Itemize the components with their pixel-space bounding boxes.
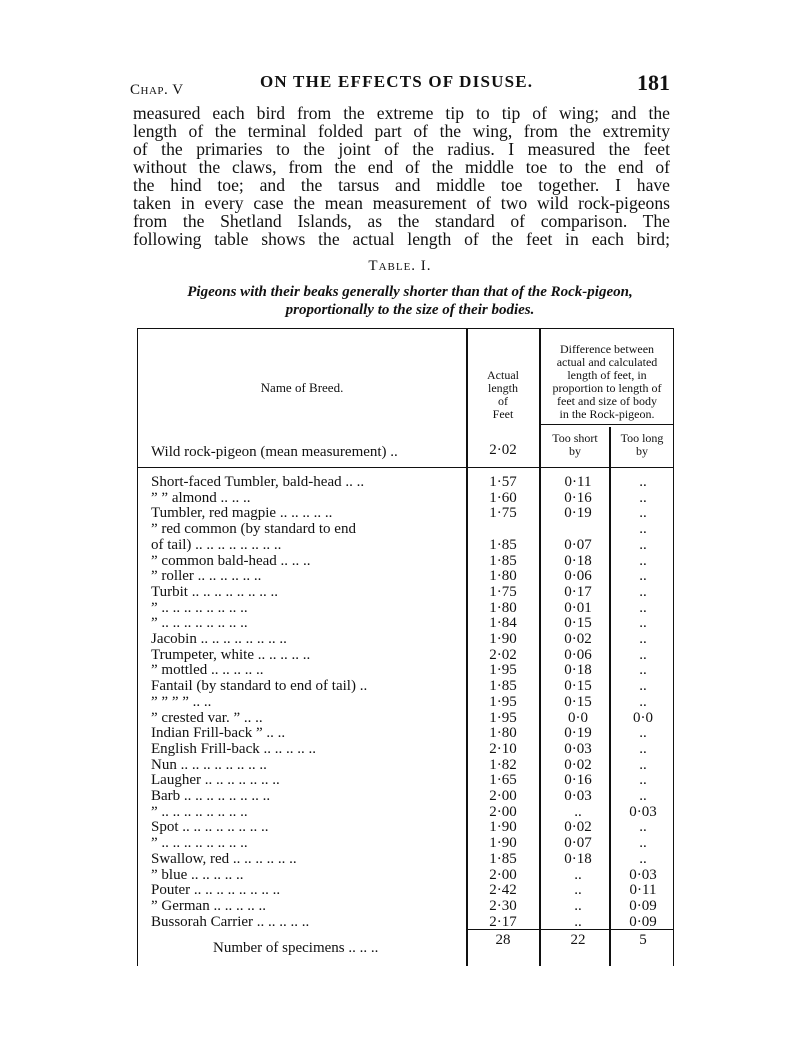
too-short-value: ..	[574, 882, 582, 899]
actual-length: 1·90	[489, 835, 517, 852]
too-short-value: 0·0	[568, 709, 588, 726]
too-long-value: ..	[639, 615, 647, 632]
caption-line: proportionally to the size of their bodies.	[285, 302, 535, 318]
too-long-value: ..	[639, 631, 647, 647]
breed-name: Laugher .. .. .. .. .. .. ..	[151, 772, 280, 789]
header-line: feet and size of body	[557, 394, 657, 408]
breed-name: Turbit .. .. .. .. .. .. .. ..	[151, 583, 278, 600]
too-short-value: 0·15	[564, 693, 592, 710]
too-long-value: ..	[639, 756, 647, 773]
breed-name: ” .. .. .. .. .. .. .. ..	[151, 835, 248, 852]
breed-table	[137, 328, 674, 966]
totals-too-long: 5	[639, 932, 647, 948]
breed-name: Jacobin .. .. .. .. .. .. .. ..	[151, 631, 287, 647]
breed-name: Fantail (by standard to end of tail) ..	[151, 678, 368, 695]
too-short-value: 0·17	[564, 583, 592, 600]
too-long-value: ..	[639, 489, 647, 506]
actual-length: 1·90	[489, 631, 517, 647]
breed-name: ” .. .. .. .. .. .. .. ..	[151, 599, 248, 616]
breed-name: Trumpeter, white .. .. .. .. ..	[151, 646, 311, 663]
totals-label: Number of specimens .. .. ..	[213, 940, 379, 956]
reference-row-name: Wild rock-pigeon (mean measurement) ..	[151, 444, 398, 460]
too-long-value: ..	[639, 740, 647, 757]
too-long-value: ..	[639, 772, 647, 789]
actual-length: 2·00	[489, 866, 517, 883]
too-short-value: 0·06	[564, 568, 592, 585]
too-short-value: 0·16	[564, 772, 592, 789]
too-short-value: 0·02	[564, 756, 592, 773]
actual-length: 1·95	[489, 709, 517, 726]
breed-name: ” .. .. .. .. .. .. .. ..	[151, 803, 248, 820]
totals-too-short: 22	[570, 932, 586, 948]
breed-name: ” blue .. .. .. .. ..	[151, 866, 244, 883]
breed-name: ” German .. .. .. .. ..	[151, 897, 266, 914]
header-line: of	[498, 394, 508, 408]
actual-length: 1·80	[489, 599, 517, 616]
too-long-value: ..	[639, 505, 647, 522]
too-long-value: ..	[639, 819, 647, 836]
header-name-of-breed: Name of Breed.	[260, 380, 344, 395]
paragraph-line: without the claws, from the end of the middle toe to the end of	[133, 157, 670, 177]
too-short-value: 0·19	[564, 725, 592, 742]
actual-length: 1·85	[489, 536, 517, 553]
too-long-value: ..	[639, 788, 647, 804]
breed-name: ” .. .. .. .. .. .. .. ..	[151, 615, 248, 632]
breed-name: Short-faced Tumbler, bald-head .. ..	[151, 474, 365, 490]
actual-length: 1·85	[489, 850, 517, 867]
too-long-value: ..	[639, 552, 647, 569]
chapter-label: Chap. V	[130, 82, 184, 98]
actual-length: 1·85	[489, 678, 517, 695]
breed-name: Barb .. .. .. .. .. .. .. ..	[151, 788, 271, 804]
too-short-value: 0·15	[564, 615, 592, 632]
too-long-value: 0·09	[629, 913, 657, 930]
reference-row-actual: 2·02	[489, 442, 517, 458]
header-line: Too short	[552, 431, 598, 445]
too-short-value: 0·03	[564, 788, 592, 804]
too-short-value: 0·19	[564, 505, 592, 522]
actual-length: 1·65	[489, 772, 517, 789]
breed-name: Nun .. .. .. .. .. .. .. ..	[151, 756, 267, 773]
too-long-value: ..	[639, 678, 647, 695]
too-short-value: 0·02	[564, 631, 592, 647]
too-long-value: 0·03	[629, 866, 657, 883]
table-caption	[140, 283, 680, 319]
paragraph-line: length of the terminal folded part of the wing, from the extremity	[133, 121, 670, 141]
breed-name: ” ” almond .. .. ..	[151, 489, 251, 506]
too-long-value: 0·0	[633, 709, 653, 726]
breed-name: ” red common (by standard to end	[151, 521, 356, 538]
header-line: by	[569, 444, 581, 458]
actual-length: 1·95	[489, 693, 517, 710]
page-number: 181	[637, 70, 670, 95]
too-short-value: 0·01	[564, 599, 592, 616]
too-short-value: 0·02	[564, 819, 592, 836]
actual-length: 2·17	[489, 913, 517, 930]
breed-name: ” crested var. ” .. ..	[151, 709, 263, 726]
paragraph-line: measured each bird from the extreme tip to tip of wing; and the	[133, 103, 670, 123]
header-too-short	[541, 432, 609, 458]
header-line: length	[488, 381, 518, 395]
breed-name: Swallow, red .. .. .. .. .. ..	[151, 850, 297, 867]
too-short-value: 0·18	[564, 662, 592, 679]
header-line: Feet	[492, 407, 514, 421]
too-short-value: 0·03	[564, 740, 592, 757]
actual-length: 1·95	[489, 662, 517, 679]
header-line: actual and calculated	[556, 355, 658, 369]
too-long-value: ..	[639, 474, 647, 490]
too-long-value: ..	[639, 835, 647, 852]
too-short-value: ..	[574, 897, 582, 914]
too-short-value: 0·18	[564, 552, 592, 569]
too-long-value: ..	[639, 568, 647, 585]
too-long-value: ..	[639, 725, 647, 742]
too-short-value: ..	[574, 803, 582, 820]
breed-name: Pouter .. .. .. .. .. .. .. ..	[151, 882, 281, 899]
breed-name: ” ” ” ” .. ..	[151, 693, 212, 710]
too-long-value: ..	[639, 536, 647, 553]
header-line: proportion to length of	[552, 381, 662, 395]
too-long-value: ..	[639, 662, 647, 679]
header-line: length of feet, in	[567, 368, 647, 382]
header-difference	[541, 343, 673, 421]
actual-length: 1·80	[489, 568, 517, 585]
paragraph-line: of the primaries to the joint of the radius. I measured the feet	[133, 139, 670, 159]
actual-length: 1·80	[489, 725, 517, 742]
header-rule	[138, 467, 673, 468]
paragraph-line: the hind toe; and the tarsus and middle toe together. I have	[133, 175, 670, 195]
actual-length: 1·57	[489, 474, 517, 490]
actual-length: 1·75	[489, 505, 517, 522]
actual-length: 2·00	[489, 803, 517, 820]
too-short-value: 0·18	[564, 850, 592, 867]
too-short-value: 0·07	[564, 835, 592, 852]
breed-name: ” roller .. .. .. .. .. ..	[151, 568, 262, 585]
actual-length: 1·75	[489, 583, 517, 600]
header-too-long	[611, 432, 673, 458]
too-short-value: 0·15	[564, 678, 592, 695]
too-long-value: 0·09	[629, 897, 657, 914]
running-head	[130, 70, 670, 100]
header-line: Difference between	[559, 342, 655, 356]
body-paragraph	[133, 104, 670, 248]
actual-length: 2·02	[489, 646, 517, 663]
breed-name: ” common bald-head .. .. ..	[151, 552, 311, 569]
too-short-value: ..	[574, 913, 582, 930]
breed-name: English Frill-back .. .. .. .. ..	[151, 740, 316, 757]
paragraph-line: from the Shetland Islands, as the standard of comparison. The	[133, 211, 670, 231]
caption-line: Pigeons with their beaks generally shorter than that of the Rock-pigeon,	[187, 284, 633, 300]
too-long-value: ..	[639, 693, 647, 710]
actual-length: 2·42	[489, 882, 517, 899]
actual-length: 2·30	[489, 897, 517, 914]
too-short-value: 0·06	[564, 646, 592, 663]
header-line: in the Rock-pigeon.	[559, 407, 655, 421]
actual-length: 1·85	[489, 552, 517, 569]
actual-length: 1·82	[489, 756, 517, 773]
breed-name: Bussorah Carrier .. .. .. .. ..	[151, 913, 310, 930]
too-short-value: 0·16	[564, 489, 592, 506]
actual-length: 1·84	[489, 615, 517, 632]
table-label: Table. I.	[368, 258, 432, 274]
too-long-value: ..	[639, 646, 647, 663]
too-short-value: ..	[574, 866, 582, 883]
header-rule	[539, 424, 673, 425]
paragraph-line: taken in every case the mean measurement of two wild rock-pigeons	[133, 193, 670, 213]
too-short-value: 0·11	[564, 474, 592, 490]
breed-name: Tumbler, red magpie .. .. .. .. ..	[151, 505, 333, 522]
paragraph-line: following table shows the actual length of the feet in each bird;	[133, 229, 670, 249]
too-long-value: ..	[639, 521, 647, 538]
too-long-value: ..	[639, 583, 647, 600]
too-long-value: 0·11	[629, 882, 657, 899]
breed-name: of tail) .. .. .. .. .. .. .. ..	[151, 536, 282, 553]
totals-actual: 28	[495, 932, 511, 948]
breed-name: Indian Frill-back ” .. ..	[151, 725, 286, 742]
header-actual-length	[468, 369, 538, 421]
actual-length: 1·90	[489, 819, 517, 836]
actual-length: 2·00	[489, 788, 517, 804]
too-short-value: 0·07	[564, 536, 592, 553]
header-line: Actual	[487, 368, 519, 382]
header-line: by	[636, 444, 648, 458]
breed-name: Spot .. .. .. .. .. .. .. ..	[151, 819, 269, 836]
running-title: ON THE EFFECTS OF DISUSE.	[260, 72, 534, 91]
too-long-value: ..	[639, 850, 647, 867]
header-line: Too long	[620, 431, 664, 445]
actual-length: 2·10	[489, 740, 517, 757]
too-long-value: ..	[639, 599, 647, 616]
too-long-value: 0·03	[629, 803, 657, 820]
breed-name: ” mottled .. .. .. .. ..	[151, 662, 264, 679]
actual-length: 1·60	[489, 489, 517, 506]
